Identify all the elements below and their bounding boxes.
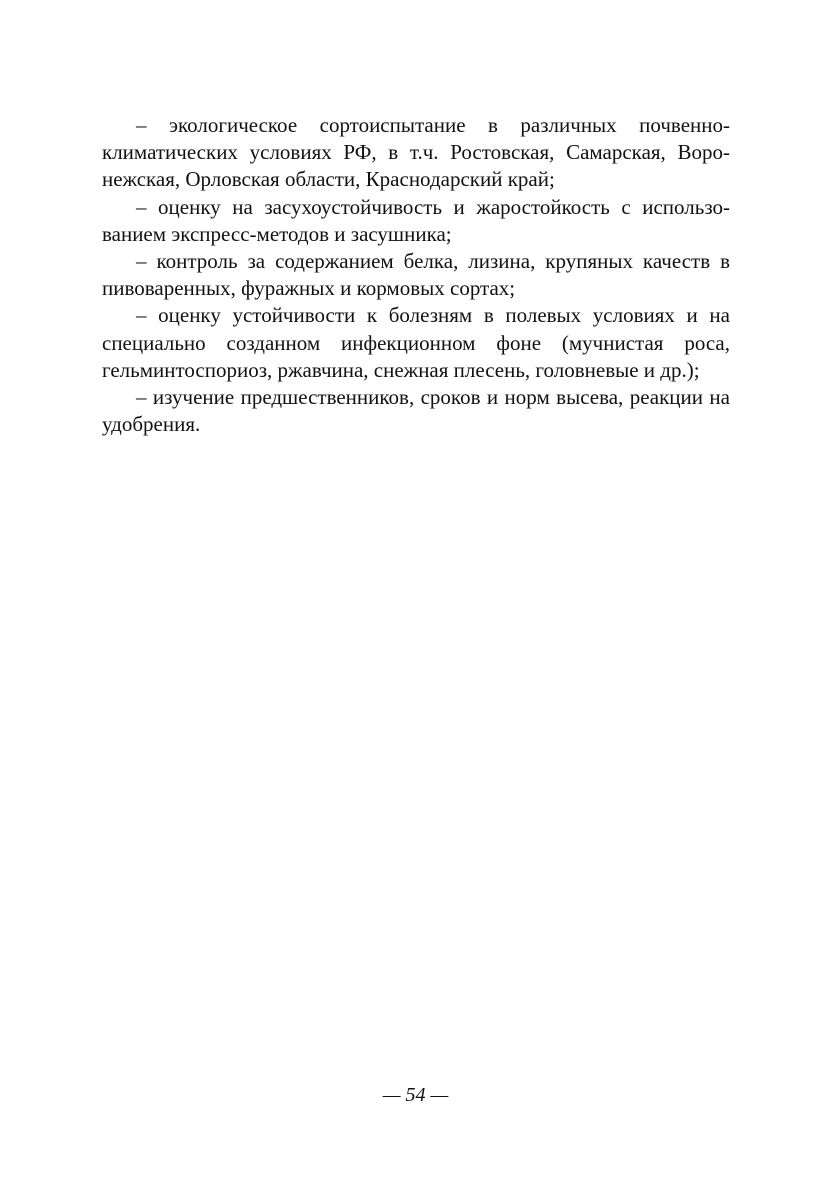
page-number: — 54 — [382,1084,449,1106]
list-item-predecessors-study: – изучение предшественников, сроков и норм высева, реакции на удобрения. [102,385,730,437]
list-item-protein-control: – контроль за содержанием белка, лизина, крупяных качеств в пивоваренных, фуражных и кормовых сортах; [102,249,730,301]
list-item-disease-resistance: – оценку устойчивости к болезням в полевых условиях и на специально созданном инфекционном фоне (мучнистая роса, гельминтоспориоз, ржавчина, снежная плесень, головневые и др.); [102,303,730,382]
list-item-ecological-testing: – экологическое сортоиспытание в различных почвенно-климатических условиях РФ, в т.ч. Ростовская, Самарская, Воронежская, Орловская области, Краснодарский край; [102,113,730,192]
body-text [102,112,730,438]
list-item-drought-resistance: – оценку на засухоустойчивость и жаростойкость с использованием экспресс-методов и засушника; [102,194,730,246]
